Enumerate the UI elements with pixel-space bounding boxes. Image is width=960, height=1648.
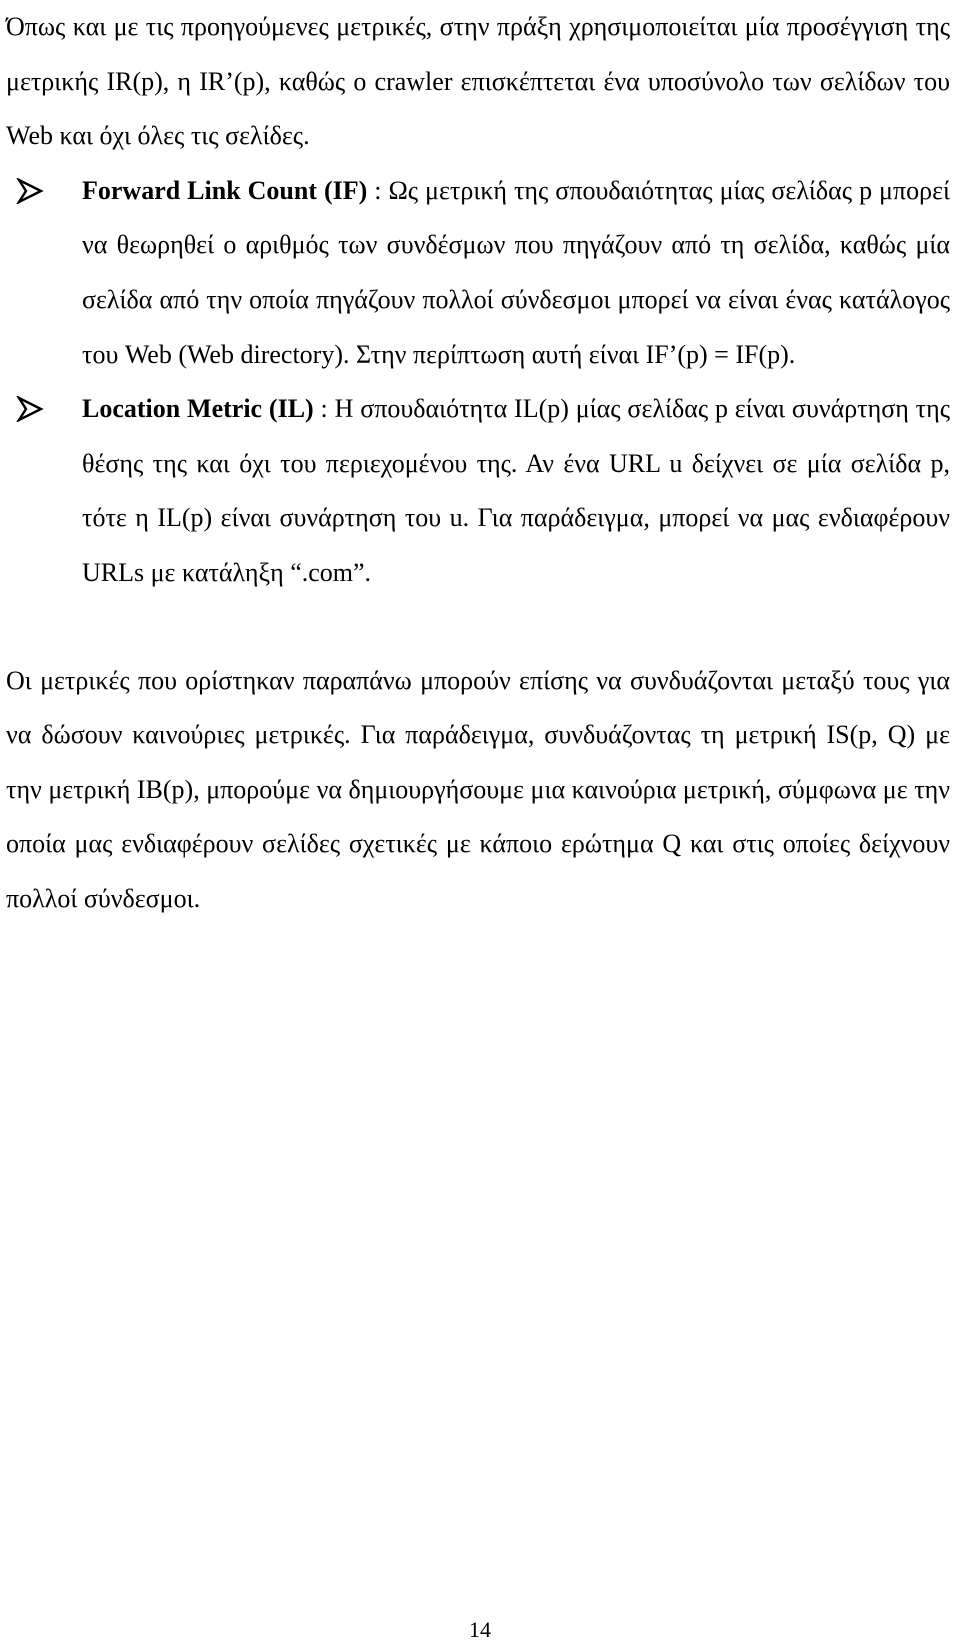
bullet-item-forward-link-count [6,164,950,382]
bullet-text: : Η σπουδαιότητα IL(p) μίας σελίδας p είναι συνάρτηση της θέσης της και όχι του περιεχομένου της. Αν ένα URL u δείχνει σε μία σελίδα p, τότε η IL(p) είναι συνάρτηση του u. Για παράδειγμα, μπορεί να μας ενδιαφέρουν URLs με κατάληξη “.com”. [82,394,951,587]
bullet-term: Forward Link Count (IF) [82,175,368,205]
document-page [6,0,950,927]
bullet-text: : Ως μετρική της σπουδαιότητας μίας σελίδας p μπορεί να θεωρηθεί ο αριθμός των συνδέσμων που πηγάζουν από τη σελίδα, καθώς μία σελίδα από την οποία πηγάζουν πολλοί σύνδεσμοι μπορεί να είναι ένας κατάλογος του Web (Web directory). Στην περίπτωση αυτή είναι IF’(p) = IF(p). [82,175,950,369]
bullet-item-location-metric [6,382,950,600]
arrowhead-bullet-icon [16,396,44,422]
page-number: 14 [469,1617,491,1642]
closing-paragraph: Οι μετρικές που ορίστηκαν παραπάνω μπορούν επίσης να συνδυάζονται μεταξύ τους για να δώσουν καινούριες μετρικές. Για παράδειγμα, συνδυάζοντας τη μετρική IS(p, Q) με την μετρική IB(p), μπορούμε να δημιουργήσουμε μια καινούρια μετρική, σύμφωνα με την οποία μας ενδιαφέρουν σελίδες σχετικές με κάποιο ερώτημα Q και στις οποίες δείχνουν πολλοί σύνδεσμοι. [6,665,950,913]
bullet-term: Location Metric (IL) [82,394,314,424]
arrowhead-bullet-icon [16,178,44,204]
intro-paragraph: Όπως και με τις προηγούμενες μετρικές, στην πράξη χρησιμοποιείται μία προσέγγιση της μετρικής IR(p), η IR’(p), καθώς ο crawler επισκέπτεται ένα υποσύνολο των σελίδων του Web και όχι όλες τις σελίδες. [6,12,950,151]
paragraph-spacer [6,601,950,654]
